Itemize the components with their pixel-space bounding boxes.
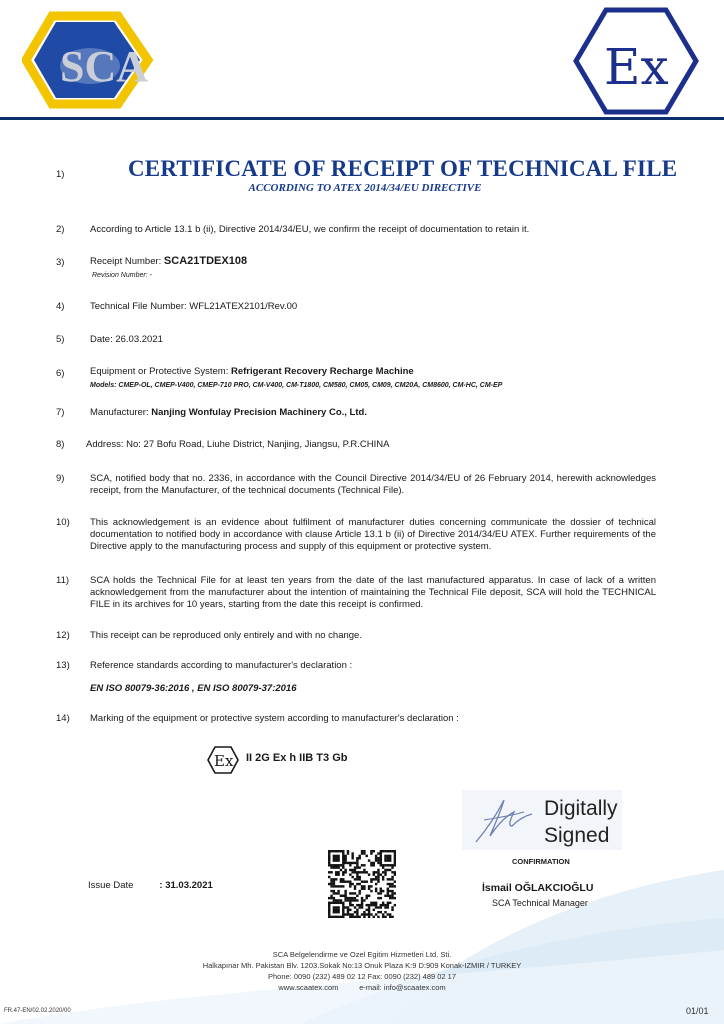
- manufacturer: [90, 407, 656, 419]
- manufacturer-label: Manufacturer:: [90, 407, 152, 418]
- item-number-7: 7): [56, 407, 65, 418]
- page-number: 01/01: [686, 1006, 709, 1016]
- form-code: FR.47-EN/02.02.2020/00: [4, 1008, 71, 1014]
- signed-label: Signed: [544, 824, 610, 847]
- item-number-11: 11): [56, 575, 70, 586]
- item-number-5: 5): [56, 334, 65, 345]
- technical-file-number: Technical File Number: WFL21ATEX2101/Rev.00: [90, 301, 298, 312]
- equipment-models: Models: CMEP-OL, CMEP-V400, CMEP-710 PRO, CM-V400, CM-T1800, CM580, CM05, CM09, CM20A, CM8600, CM-HC, CM-EP: [90, 382, 503, 389]
- equipment-label: Equipment or Protective System:: [90, 366, 231, 377]
- footer-phone-fax: Phone: 0090 (232) 489 02 12 Fax: 0090 (232) 489 02 17: [267, 972, 457, 981]
- svg-text:Ex: Ex: [604, 38, 669, 96]
- item-9-text: SCA, notified body that no. 2336, in accordance with the Council Directive 2014/34/EU of 26 February 2014, herewith acknowledges receipt, from the Manufacturer, of the technical documents (Technical File).: [90, 473, 656, 496]
- ex-marking-icon: [206, 745, 240, 775]
- manufacturer-value: Nanjing Wonfulay Precision Machinery Co., Ltd.: [151, 407, 367, 418]
- svg-text:SCA: SCA: [60, 42, 149, 91]
- item-number-13: 13): [56, 660, 70, 671]
- footer-web-email: www.scaatex.com e-mail: info@scaatex.com: [278, 983, 446, 992]
- signer-role: SCA Technical Manager: [492, 898, 588, 908]
- item-11-text: SCA holds the Technical File for at least ten years from the date of the last manufactured apparatus. In case of lack of a written acknowledgement from the manufacturer about the intention of maintaining the Technical File deposit, SCA will hold the TECHNICAL FILE in its archives for 10 years, starting from the date this receipt is confirmed.: [90, 575, 656, 610]
- digitally-label: Digitally: [544, 797, 618, 820]
- qr-code: [328, 850, 396, 918]
- item-number-14: 14): [56, 713, 70, 724]
- item-number-2: 2): [56, 224, 65, 235]
- marking-code: II 2G Ex h IIB T3 Gb: [246, 752, 348, 764]
- svg-text:Ex: Ex: [214, 752, 234, 770]
- sca-logo: [22, 8, 172, 112]
- issue-date-label: Issue Date: [88, 880, 134, 891]
- item-number-9: 9): [56, 473, 65, 484]
- footer-company: SCA Belgelendirme ve Ozel Egitim Hizmetleri Ltd. Sti.: [272, 950, 452, 959]
- item-number-12: 12): [56, 630, 70, 641]
- item-10-text: This acknowledgement is an evidence about fulfilment of manufacturer duties concerning communicate the dossier of technical documentation to notified body in accordance with clause Article 13.1 b (ii) of Directive 2014/34/EU ATEX. Further requirements of the Directive apply to the manufacturing process and supply of this equipment or protective system.: [90, 517, 656, 552]
- reference-standards: EN ISO 80079-36:2016 , EN ISO 80079-37:2016: [90, 683, 297, 694]
- footer-address: Halkapınar Mh. Pakistan Blv. 1203.Sokak No:13 Onuk Plaza K:9 D:909 Konak-IZMIR / TURKEY: [202, 961, 522, 970]
- certificate-subtitle: ACCORDING TO ATEX 2014/34/EU DIRECTIVE: [248, 182, 482, 194]
- address: Address: No: 27 Bofu Road, Liuhe District, Nanjing, Jiangsu, P.R.CHINA: [86, 439, 390, 450]
- date: Date: 26.03.2021: [90, 334, 163, 345]
- item-number-6: 6): [56, 368, 65, 379]
- receipt-number-label: Receipt Number:: [90, 256, 164, 267]
- item-12-text: This receipt can be reproduced only entirely and with no change.: [90, 630, 362, 641]
- issue-date: [88, 880, 213, 891]
- item-14-text: Marking of the equipment or protective system according to manufacturer's declaration :: [90, 713, 459, 724]
- ex-logo: [570, 6, 702, 116]
- issue-date-value: : 31.03.2021: [159, 880, 213, 891]
- receipt-number: [90, 255, 656, 268]
- item-2-text: According to Article 13.1 b (ii), Directive 2014/34/EU, we confirm the receipt of documentation to retain it.: [90, 224, 530, 235]
- header-rule: [0, 117, 724, 120]
- equipment-value: Refrigerant Recovery Recharge Machine: [230, 366, 414, 377]
- receipt-number-value: SCA21TDEX108: [163, 255, 248, 267]
- item-number-10: 10): [56, 517, 70, 528]
- item-number-4: 4): [56, 301, 65, 312]
- certificate-title: CERTIFICATE OF RECEIPT OF TECHNICAL FILE: [128, 156, 678, 181]
- item-number-1: 1): [56, 169, 65, 180]
- item-number-3: 3): [56, 257, 65, 268]
- handwritten-signature: [470, 790, 540, 852]
- item-13-text: Reference standards according to manufacturer's declaration :: [90, 660, 353, 671]
- equipment: [90, 366, 656, 378]
- item-number-8: 8): [56, 439, 65, 450]
- signer-name: İsmail OĞLAKCIOĞLU: [482, 882, 594, 894]
- revision-number: Revision Number: -: [92, 272, 152, 279]
- confirmation-label: CONFIRMATION: [512, 857, 570, 866]
